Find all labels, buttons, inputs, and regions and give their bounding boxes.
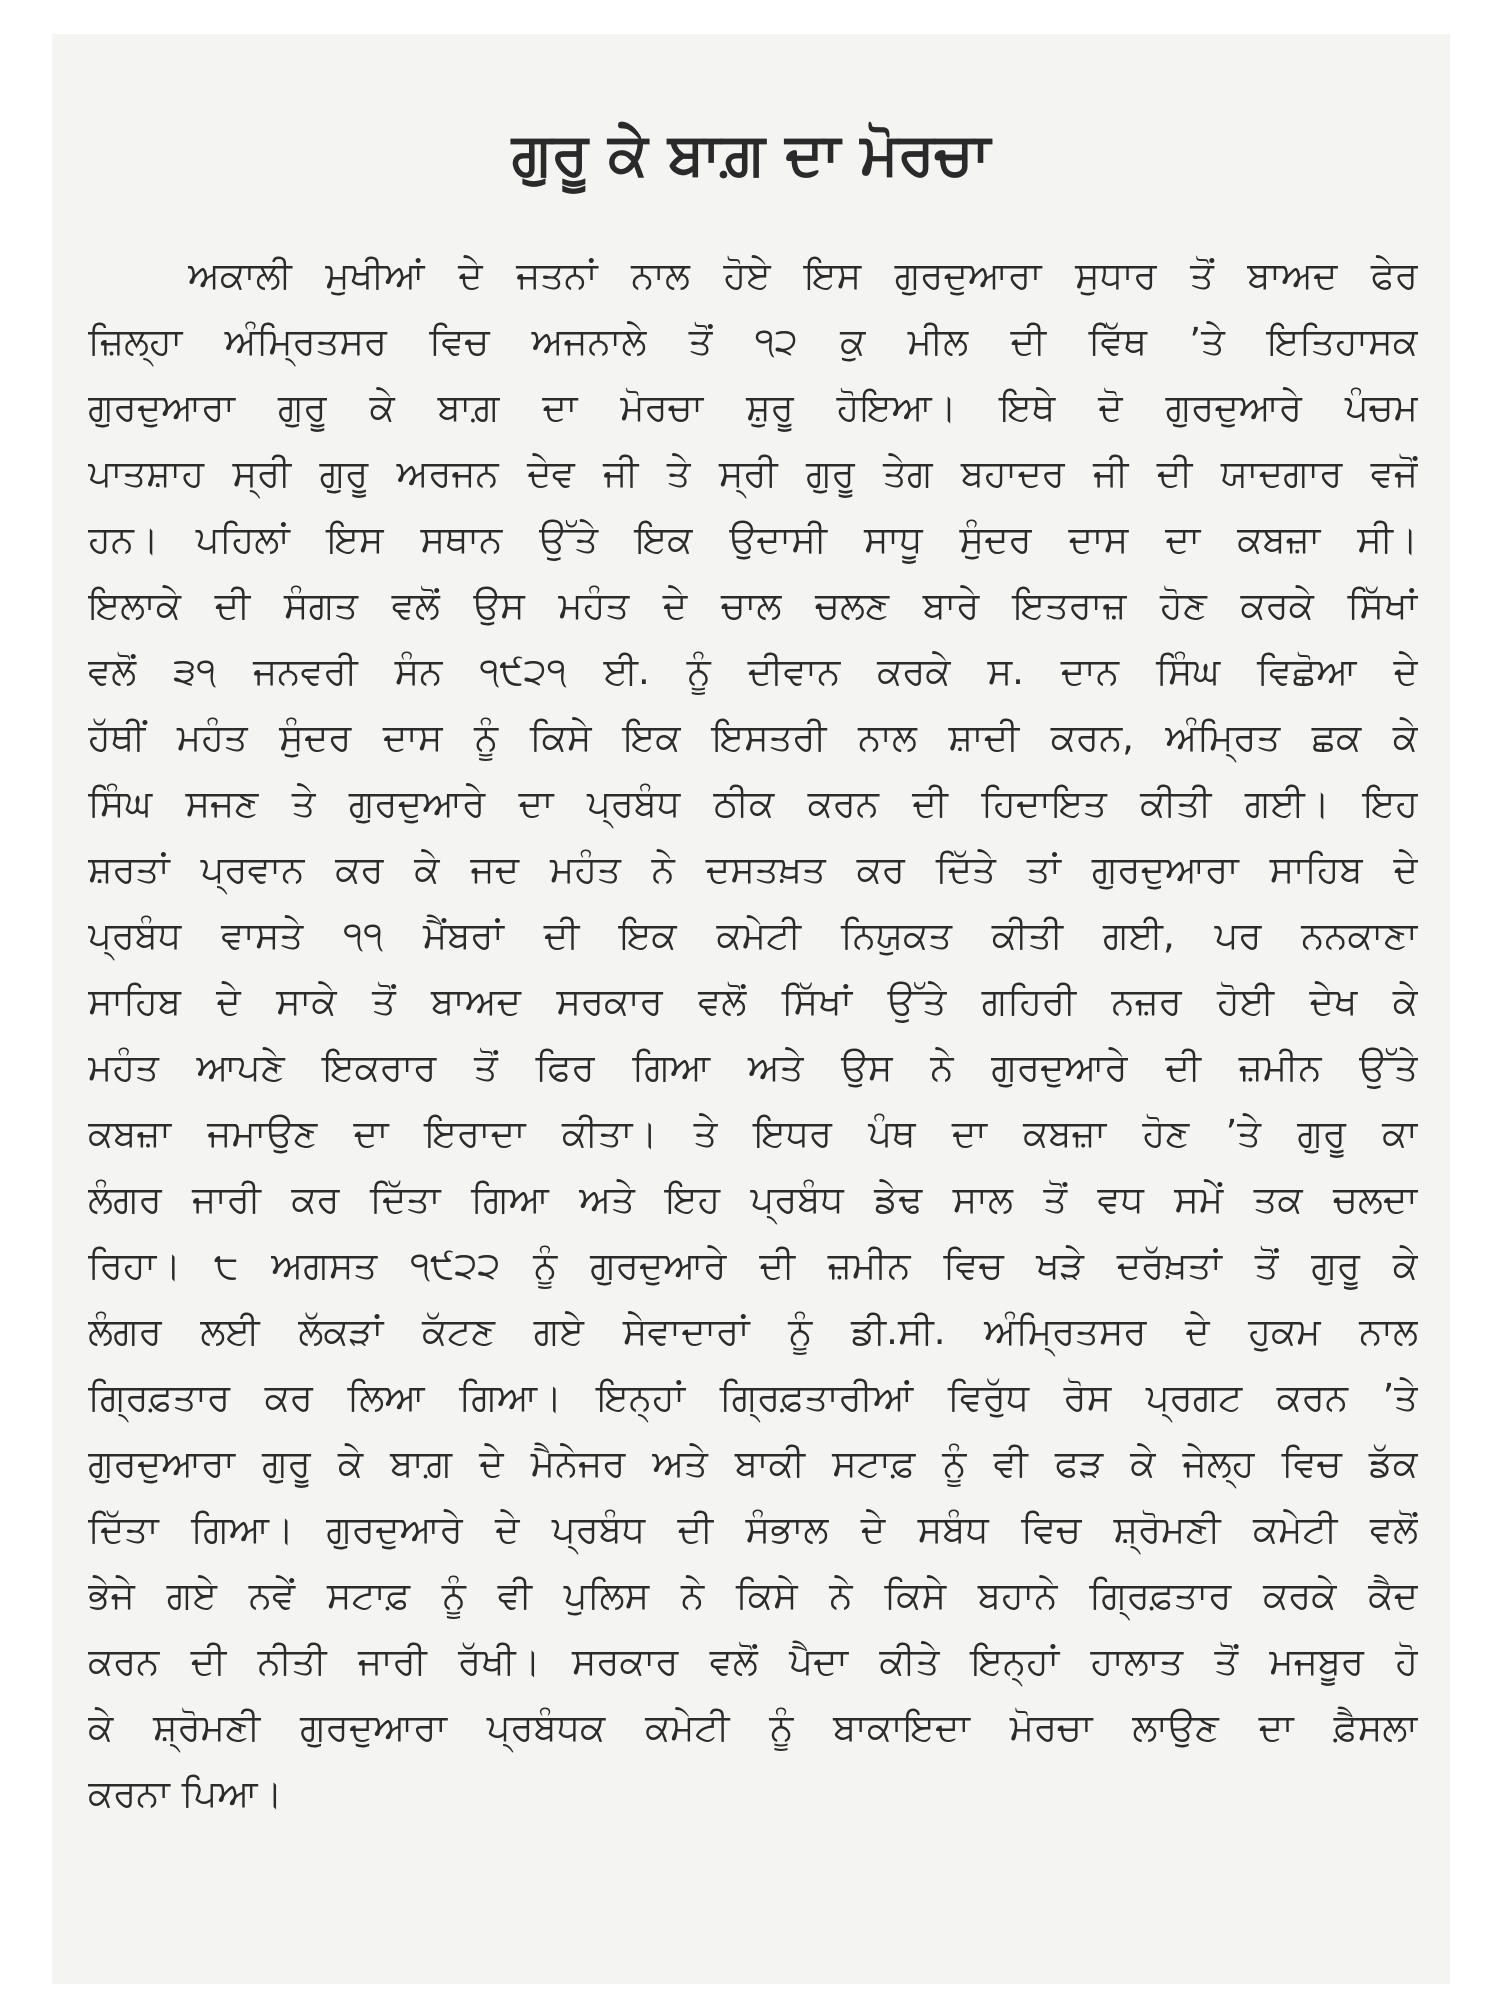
text-line: ਗੁਰਦੁਆਰਾ ਗੁਰੂ ਕੇ ਬਾਗ਼ ਦਾ ਮੋਰਚਾ ਸ਼ੁਰੂ ਹੋਇਆ। ਇਥੇ ਦੋ ਗੁਰਦੁਆਰੇ ਪੰਚਮ [88,386,1418,429]
text-line: ਪਾਤਸ਼ਾਹ ਸ੍ਰੀ ਗੁਰੂ ਅਰਜਨ ਦੇਵ ਜੀ ਤੇ ਸ੍ਰੀ ਗੁਰੂ ਤੇਗ ਬਹਾਦਰ ਜੀ ਦੀ ਯਾਦਗਾਰ ਵਜੋਂ [88,452,1418,495]
text-line: ਇਲਾਕੇ ਦੀ ਸੰਗਤ ਵਲੋਂ ਉਸ ਮਹੰਤ ਦੇ ਚਾਲ ਚਲਣ ਬਾਰੇ ਇਤਰਾਜ਼ ਹੋਣ ਕਰਕੇ ਸਿੱਖਾਂ [88,584,1418,627]
text-line: ਮਹੰਤ ਆਪਣੇ ਇਕਰਾਰ ਤੋਂ ਫਿਰ ਗਿਆ ਅਤੇ ਉਸ ਨੇ ਗੁਰਦੁਆਰੇ ਦੀ ਜ਼ਮੀਨ ਉੱਤੇ [88,1046,1418,1089]
text-line: ਕਬਜ਼ਾ ਜਮਾਉਣ ਦਾ ਇਰਾਦਾ ਕੀਤਾ। ਤੇ ਇਧਰ ਪੰਥ ਦਾ ਕਬਜ਼ਾ ਹੋਣ ’ਤੇ ਗੁਰੂ ਕਾ [88,1112,1418,1155]
text-line: ਅਕਾਲੀ ਮੁਖੀਆਂ ਦੇ ਜਤਨਾਂ ਨਾਲ ਹੋਏ ਇਸ ਗੁਰਦੁਆਰਾ ਸੁਧਾਰ ਤੋਂ ਬਾਅਦ ਫੇਰ [188,254,1418,297]
text-line: ਭੇਜੇ ਗਏ ਨਵੇਂ ਸਟਾਫ਼ ਨੂੰ ਵੀ ਪੁਲਿਸ ਨੇ ਕਿਸੇ ਨੇ ਕਿਸੇ ਬਹਾਨੇ ਗ੍ਰਿਫ਼ਤਾਰ ਕਰਕੇ ਕੈਦ [88,1574,1418,1617]
text-line: ਕਰਨਾ ਪਿਆ। [88,1772,283,1815]
text-line: ਗੁਰਦੁਆਰਾ ਗੁਰੂ ਕੇ ਬਾਗ਼ ਦੇ ਮੈਨੇਜਰ ਅਤੇ ਬਾਕੀ ਸਟਾਫ਼ ਨੂੰ ਵੀ ਫੜ ਕੇ ਜੇਲ੍ਹ ਵਿਚ ਡੱਕ [88,1442,1418,1485]
text-line: ਵਲੋਂ ੩੧ ਜਨਵਰੀ ਸੰਨ ੧੯੨੧ ਈ. ਨੂੰ ਦੀਵਾਨ ਕਰਕੇ ਸ. ਦਾਨ ਸਿੰਘ ਵਿਛੋਆ ਦੇ [88,650,1418,693]
text-line: ਪ੍ਰਬੰਧ ਵਾਸਤੇ ੧੧ ਮੈਂਬਰਾਂ ਦੀ ਇਕ ਕਮੇਟੀ ਨਿਯੁਕਤ ਕੀਤੀ ਗਈ, ਪਰ ਨਨਕਾਣਾ [88,914,1418,957]
text-line: ਸਾਹਿਬ ਦੇ ਸਾਕੇ ਤੋਂ ਬਾਅਦ ਸਰਕਾਰ ਵਲੋਂ ਸਿੱਖਾਂ ਉੱਤੇ ਗਹਿਰੀ ਨਜ਼ਰ ਹੋਈ ਦੇਖ ਕੇ [88,980,1418,1023]
text-line: ਜ਼ਿਲ੍ਹਾ ਅੰਮ੍ਰਿਤਸਰ ਵਿਚ ਅਜਨਾਲੇ ਤੋਂ ੧੨ ਕੁ ਮੀਲ ਦੀ ਵਿੱਥ ’ਤੇ ਇਤਿਹਾਸਕ [88,320,1418,363]
text-line: ਰਿਹਾ। ੮ ਅਗਸਤ ੧੯੨੨ ਨੂੰ ਗੁਰਦੁਆਰੇ ਦੀ ਜ਼ਮੀਨ ਵਿਚ ਖੜੇ ਦਰੱਖ਼ਤਾਂ ਤੋਂ ਗੁਰੂ ਕੇ [88,1244,1418,1287]
text-line: ਗ੍ਰਿਫ਼ਤਾਰ ਕਰ ਲਿਆ ਗਿਆ। ਇਨ੍ਹਾਂ ਗ੍ਰਿਫ਼ਤਾਰੀਆਂ ਵਿਰੁੱਧ ਰੋਸ ਪ੍ਰਗਟ ਕਰਨ ’ਤੇ [88,1376,1418,1419]
body-paragraph [52,34,1450,1984]
text-line: ਦਿੱਤਾ ਗਿਆ। ਗੁਰਦੁਆਰੇ ਦੇ ਪ੍ਰਬੰਧ ਦੀ ਸੰਭਾਲ ਦੇ ਸਬੰਧ ਵਿਚ ਸ਼੍ਰੋਮਣੀ ਕਮੇਟੀ ਵਲੋਂ [88,1508,1418,1551]
text-line: ਕਰਨ ਦੀ ਨੀਤੀ ਜਾਰੀ ਰੱਖੀ। ਸਰਕਾਰ ਵਲੋਂ ਪੈਦਾ ਕੀਤੇ ਇਨ੍ਹਾਂ ਹਾਲਾਤ ਤੋਂ ਮਜਬੂਰ ਹੋ [88,1640,1418,1683]
text-line: ਹੱਥੀਂ ਮਹੰਤ ਸੁੰਦਰ ਦਾਸ ਨੂੰ ਕਿਸੇ ਇਕ ਇਸਤਰੀ ਨਾਲ ਸ਼ਾਦੀ ਕਰਨ, ਅੰਮ੍ਰਿਤ ਛਕ ਕੇ [88,716,1418,759]
page-title: ਗੁਰੂ ਕੇ ਬਾਗ਼ ਦਾ ਮੋਰਚਾ [511,120,991,188]
text-line: ਹਨ। ਪਹਿਲਾਂ ਇਸ ਸਥਾਨ ਉੱਤੇ ਇਕ ਉਦਾਸੀ ਸਾਧੂ ਸੁੰਦਰ ਦਾਸ ਦਾ ਕਬਜ਼ਾ ਸੀ। [88,518,1418,561]
text-line: ਲੰਗਰ ਜਾਰੀ ਕਰ ਦਿੱਤਾ ਗਿਆ ਅਤੇ ਇਹ ਪ੍ਰਬੰਧ ਡੇਢ ਸਾਲ ਤੋਂ ਵਧ ਸਮੇਂ ਤਕ ਚਲਦਾ [88,1178,1418,1221]
text-line: ਸ਼ਰਤਾਂ ਪ੍ਰਵਾਨ ਕਰ ਕੇ ਜਦ ਮਹੰਤ ਨੇ ਦਸਤਖ਼ਤ ਕਰ ਦਿੱਤੇ ਤਾਂ ਗੁਰਦੁਆਰਾ ਸਾਹਿਬ ਦੇ [88,848,1418,891]
text-line: ਸਿੰਘ ਸਜਣ ਤੇ ਗੁਰਦੁਆਰੇ ਦਾ ਪ੍ਰਬੰਧ ਠੀਕ ਕਰਨ ਦੀ ਹਿਦਾਇਤ ਕੀਤੀ ਗਈ। ਇਹ [88,782,1418,825]
document-page [52,34,1450,1984]
text-line: ਕੇ ਸ਼੍ਰੋਮਣੀ ਗੁਰਦੁਆਰਾ ਪ੍ਰਬੰਧਕ ਕਮੇਟੀ ਨੂੰ ਬਾਕਾਇਦਾ ਮੋਰਚਾ ਲਾਉਣ ਦਾ ਫ਼ੈਸਲਾ [88,1706,1418,1749]
text-line: ਲੰਗਰ ਲਈ ਲੱਕੜਾਂ ਕੱਟਣ ਗਏ ਸੇਵਾਦਾਰਾਂ ਨੂੰ ਡੀ.ਸੀ. ਅੰਮ੍ਰਿਤਸਰ ਦੇ ਹੁਕਮ ਨਾਲ [88,1310,1418,1353]
